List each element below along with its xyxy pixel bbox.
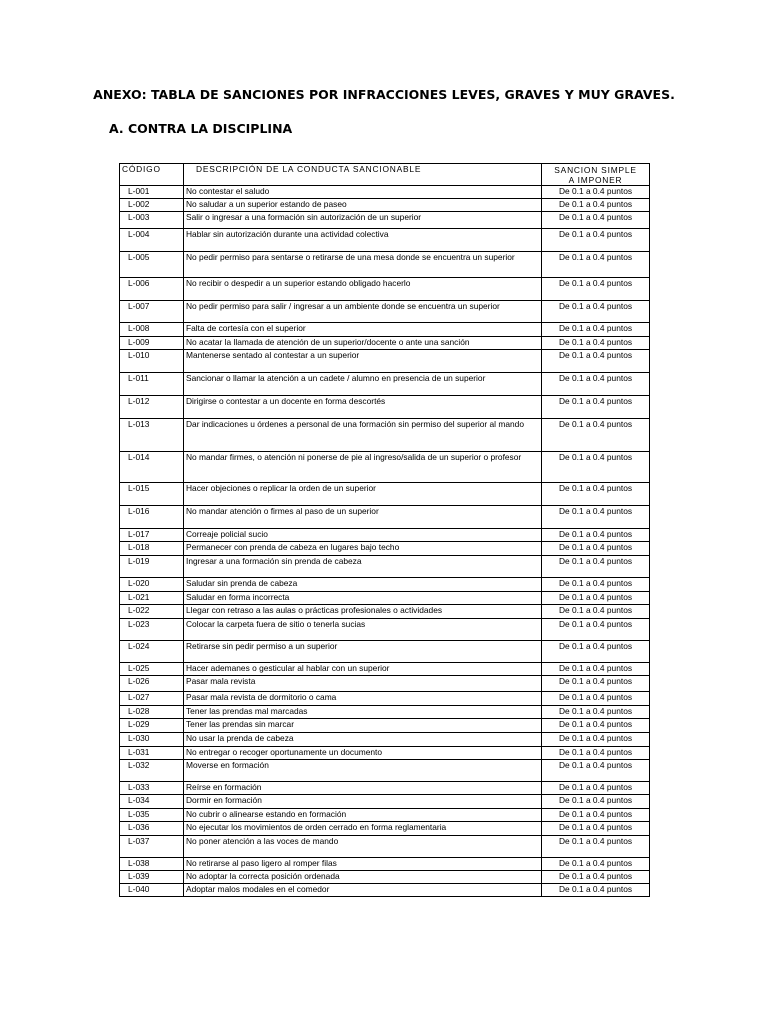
row-sanction: De 0.1 a 0.4 puntos	[542, 733, 650, 747]
row-description: Dirigirse o contestar a un docente en forma descortés	[184, 396, 542, 419]
table-row	[120, 605, 650, 619]
row-description: Dormir en formación	[184, 795, 542, 809]
table-row	[120, 323, 650, 337]
row-code: L-001	[120, 186, 184, 199]
table-row	[120, 373, 650, 396]
row-description: Ingresar a una formación sin prenda de cabeza	[184, 556, 542, 578]
row-description: Hablar sin autorización durante una actividad colectiva	[184, 229, 542, 252]
row-description: No cubrir o alinearse estando en formación	[184, 809, 542, 822]
row-sanction: De 0.1 a 0.4 puntos	[542, 641, 650, 663]
row-sanction: De 0.1 a 0.4 puntos	[542, 592, 650, 605]
row-description: No retirarse al paso ligero al romper filas	[184, 858, 542, 871]
table-row	[120, 229, 650, 252]
table-row	[120, 706, 650, 719]
row-sanction: De 0.1 a 0.4 puntos	[542, 419, 650, 452]
table-row	[120, 337, 650, 350]
row-code: L-033	[120, 782, 184, 795]
row-code: L-005	[120, 252, 184, 278]
header-sanction-line1: SANCION SIMPLE	[554, 165, 637, 175]
row-code: L-029	[120, 719, 184, 733]
row-sanction: De 0.1 a 0.4 puntos	[542, 619, 650, 641]
table-row	[120, 483, 650, 506]
row-sanction: De 0.1 a 0.4 puntos	[542, 706, 650, 719]
row-sanction: De 0.1 a 0.4 puntos	[542, 229, 650, 252]
row-code: L-027	[120, 692, 184, 706]
row-description: Permanecer con prenda de cabeza en lugares bajo techo	[184, 542, 542, 556]
table-row	[120, 301, 650, 323]
table-row	[120, 350, 650, 373]
row-description: Salir o ingresar a una formación sin autorización de un superior	[184, 212, 542, 229]
table-row	[120, 592, 650, 605]
table-row	[120, 212, 650, 229]
row-sanction: De 0.1 a 0.4 puntos	[542, 676, 650, 692]
row-sanction: De 0.1 a 0.4 puntos	[542, 542, 650, 556]
row-description: Saludar en forma incorrecta	[184, 592, 542, 605]
row-code: L-023	[120, 619, 184, 641]
row-description: Llegar con retraso a las aulas o prácticas profesionales o actividades	[184, 605, 542, 619]
row-description: No adoptar la correcta posición ordenada	[184, 871, 542, 884]
row-sanction: De 0.1 a 0.4 puntos	[542, 483, 650, 506]
row-code: L-036	[120, 822, 184, 836]
row-code: L-024	[120, 641, 184, 663]
row-sanction: De 0.1 a 0.4 puntos	[542, 301, 650, 323]
row-code: L-014	[120, 452, 184, 483]
row-sanction: De 0.1 a 0.4 puntos	[542, 278, 650, 301]
table-row	[120, 542, 650, 556]
row-description: Pasar mala revista de dormitorio o cama	[184, 692, 542, 706]
table-row	[120, 186, 650, 199]
table-row	[120, 760, 650, 782]
header-description: DESCRIPCIÓN DE LA CONDUCTA SANCIONABLE	[184, 164, 542, 186]
row-code: L-018	[120, 542, 184, 556]
row-code: L-021	[120, 592, 184, 605]
row-code: L-012	[120, 396, 184, 419]
row-description: Saludar sin prenda de cabeza	[184, 578, 542, 592]
row-code: L-035	[120, 809, 184, 822]
row-description: Hacer objeciones o replicar la orden de un superior	[184, 483, 542, 506]
table-row	[120, 822, 650, 836]
table-row	[120, 529, 650, 542]
row-description: Mantenerse sentado al contestar a un superior	[184, 350, 542, 373]
row-sanction: De 0.1 a 0.4 puntos	[542, 452, 650, 483]
sanctions-table	[119, 163, 650, 897]
row-description: Sancionar o llamar la atención a un cadete / alumno en presencia de un superior	[184, 373, 542, 396]
header-sanction-line2: A IMPONER	[568, 175, 623, 185]
table-row	[120, 396, 650, 419]
row-sanction: De 0.1 a 0.4 puntos	[542, 795, 650, 809]
table-row	[120, 809, 650, 822]
row-code: L-019	[120, 556, 184, 578]
table-row	[120, 795, 650, 809]
row-sanction: De 0.1 a 0.4 puntos	[542, 809, 650, 822]
row-code: L-008	[120, 323, 184, 337]
row-sanction: De 0.1 a 0.4 puntos	[542, 212, 650, 229]
row-code: L-020	[120, 578, 184, 592]
row-sanction: De 0.1 a 0.4 puntos	[542, 529, 650, 542]
row-sanction: De 0.1 a 0.4 puntos	[542, 692, 650, 706]
table-row	[120, 578, 650, 592]
table-row	[120, 836, 650, 858]
section-heading: A. CONTRA LA DISCIPLINA	[109, 121, 293, 136]
table-row	[120, 199, 650, 212]
row-sanction: De 0.1 a 0.4 puntos	[542, 747, 650, 760]
row-sanction: De 0.1 a 0.4 puntos	[542, 252, 650, 278]
row-description: No pedir permiso para salir / ingresar a un ambiente donde se encuentra un superior	[184, 301, 542, 323]
row-description: No poner atención a las voces de mando	[184, 836, 542, 858]
row-code: L-022	[120, 605, 184, 619]
row-code: L-002	[120, 199, 184, 212]
row-description: No acatar la llamada de atención de un superior/docente o ante una sanción	[184, 337, 542, 350]
table-header-row	[120, 164, 650, 186]
row-description: No pedir permiso para sentarse o retirarse de una mesa donde se encuentra un superior	[184, 252, 542, 278]
row-sanction: De 0.1 a 0.4 puntos	[542, 858, 650, 871]
row-sanction: De 0.1 a 0.4 puntos	[542, 871, 650, 884]
row-code: L-003	[120, 212, 184, 229]
row-code: L-030	[120, 733, 184, 747]
table-row	[120, 452, 650, 483]
row-description: Dar indicaciones u órdenes a personal de una formación sin permiso del superior al mando	[184, 419, 542, 452]
row-sanction: De 0.1 a 0.4 puntos	[542, 578, 650, 592]
table-row	[120, 719, 650, 733]
table-body	[120, 186, 650, 897]
row-sanction: De 0.1 a 0.4 puntos	[542, 719, 650, 733]
table-row	[120, 782, 650, 795]
row-code: L-013	[120, 419, 184, 452]
row-description: Moverse en formación	[184, 760, 542, 782]
row-code: L-032	[120, 760, 184, 782]
row-description: Colocar la carpeta fuera de sitio o tenerla sucias	[184, 619, 542, 641]
table-row	[120, 641, 650, 663]
row-sanction: De 0.1 a 0.4 puntos	[542, 884, 650, 897]
table-row	[120, 747, 650, 760]
row-description: Tener las prendas mal marcadas	[184, 706, 542, 719]
row-description: Pasar mala revista	[184, 676, 542, 692]
row-description: No mandar atención o firmes al paso de un superior	[184, 506, 542, 529]
row-code: L-037	[120, 836, 184, 858]
row-code: L-010	[120, 350, 184, 373]
row-description: Retirarse sin pedir permiso a un superior	[184, 641, 542, 663]
row-code: L-028	[120, 706, 184, 719]
row-sanction: De 0.1 a 0.4 puntos	[542, 782, 650, 795]
row-description: No mandar firmes, o atención ni ponerse de pie al ingreso/salida de un superior o profesor	[184, 452, 542, 483]
row-description: No usar la prenda de cabeza	[184, 733, 542, 747]
row-sanction: De 0.1 a 0.4 puntos	[542, 186, 650, 199]
row-code: L-039	[120, 871, 184, 884]
row-code: L-006	[120, 278, 184, 301]
row-description: No ejecutar los movimientos de orden cerrado en forma reglamentaria	[184, 822, 542, 836]
row-code: L-038	[120, 858, 184, 871]
table-row	[120, 676, 650, 692]
row-sanction: De 0.1 a 0.4 puntos	[542, 199, 650, 212]
table-row	[120, 692, 650, 706]
table-row	[120, 506, 650, 529]
row-description: No entregar o recoger oportunamente un documento	[184, 747, 542, 760]
row-description: No contestar el saludo	[184, 186, 542, 199]
header-code: CÓDIGO	[120, 164, 184, 186]
row-description: No saludar a un superior estando de paseo	[184, 199, 542, 212]
row-code: L-015	[120, 483, 184, 506]
row-code: L-004	[120, 229, 184, 252]
table-row	[120, 663, 650, 676]
table-row	[120, 619, 650, 641]
row-code: L-009	[120, 337, 184, 350]
row-sanction: De 0.1 a 0.4 puntos	[542, 760, 650, 782]
table-row	[120, 278, 650, 301]
row-code: L-017	[120, 529, 184, 542]
document-title: ANEXO: TABLA DE SANCIONES POR INFRACCIONES LEVES, GRAVES Y MUY GRAVES.	[93, 87, 675, 102]
row-code: L-016	[120, 506, 184, 529]
row-description: No recibir o despedir a un superior estando obligado hacerlo	[184, 278, 542, 301]
row-sanction: De 0.1 a 0.4 puntos	[542, 663, 650, 676]
row-code: L-011	[120, 373, 184, 396]
row-code: L-040	[120, 884, 184, 897]
table-row	[120, 252, 650, 278]
row-sanction: De 0.1 a 0.4 puntos	[542, 350, 650, 373]
row-description: Reírse en formación	[184, 782, 542, 795]
row-code: L-034	[120, 795, 184, 809]
row-sanction: De 0.1 a 0.4 puntos	[542, 337, 650, 350]
row-description: Tener las prendas sin marcar	[184, 719, 542, 733]
table-row	[120, 556, 650, 578]
row-sanction: De 0.1 a 0.4 puntos	[542, 556, 650, 578]
row-sanction: De 0.1 a 0.4 puntos	[542, 506, 650, 529]
table-row	[120, 419, 650, 452]
row-sanction: De 0.1 a 0.4 puntos	[542, 396, 650, 419]
table-row	[120, 871, 650, 884]
table-row	[120, 884, 650, 897]
header-sanction	[542, 164, 650, 186]
row-description: Adoptar malos modales en el comedor	[184, 884, 542, 897]
row-code: L-025	[120, 663, 184, 676]
row-description: Falta de cortesía con el superior	[184, 323, 542, 337]
row-sanction: De 0.1 a 0.4 puntos	[542, 822, 650, 836]
row-code: L-007	[120, 301, 184, 323]
row-code: L-031	[120, 747, 184, 760]
row-description: Correaje policial sucio	[184, 529, 542, 542]
row-sanction: De 0.1 a 0.4 puntos	[542, 605, 650, 619]
row-description: Hacer ademanes o gesticular al hablar con un superior	[184, 663, 542, 676]
row-code: L-026	[120, 676, 184, 692]
row-sanction: De 0.1 a 0.4 puntos	[542, 836, 650, 858]
row-sanction: De 0.1 a 0.4 puntos	[542, 373, 650, 396]
table-row	[120, 733, 650, 747]
table-row	[120, 858, 650, 871]
row-sanction: De 0.1 a 0.4 puntos	[542, 323, 650, 337]
